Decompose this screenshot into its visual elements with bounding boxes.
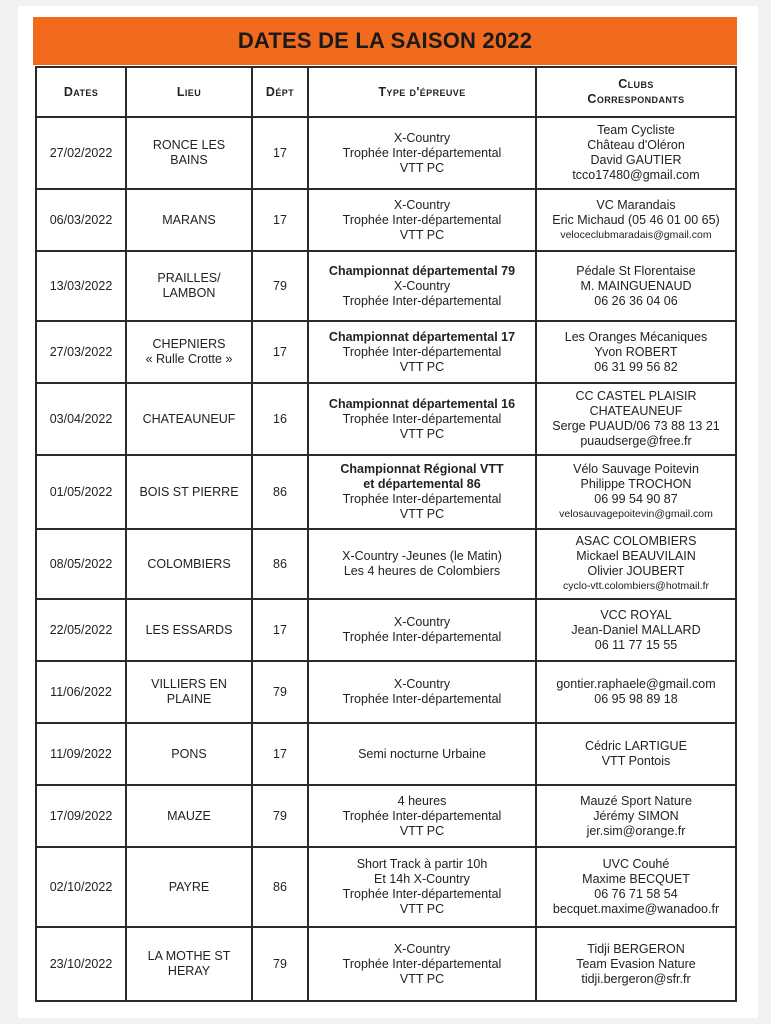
cell-type-epreuve [308,785,536,847]
cell-dept: 17 [252,723,308,785]
cell-dept: 79 [252,661,308,723]
cell-lieu [126,599,252,661]
cell-dept: 16 [252,383,308,455]
type-line: Trophée Inter-départemental [342,630,502,644]
cell-dept: 79 [252,927,308,1001]
club-line: Mickael BEAUVILAIN [576,549,696,563]
lieu-line: BAINS [170,153,208,167]
lieu-line: MAUZE [167,808,211,823]
type-line: Les 4 heures de Colombiers [343,564,501,578]
cell-dept: 79 [252,785,308,847]
type-line: Trophée Inter-départemental [342,344,502,359]
club-line: veloceclubmaradais@gmail.com [560,228,712,241]
lieu-line: PLAINE [166,692,212,706]
type-line: Trophée Inter-départemental [342,956,502,971]
type-line: et départemental 86 [363,477,481,491]
type-line: VTT PC [399,160,445,175]
cell-dept: 79 [252,251,308,321]
club-line: CHATEAUNEUF [589,404,683,418]
type-line: X-Country [393,615,451,629]
cell-type-epreuve [308,455,536,529]
club-line: 06 95 98 89 18 [594,692,678,706]
type-line: X-Country [393,677,451,691]
type-line: VTT PC [399,227,445,242]
club-line: Cédric LARTIGUE [585,739,687,753]
cell-type-epreuve [308,189,536,251]
cell-date: 02/10/2022 [36,847,126,927]
cell-clubs [536,927,736,1001]
type-line: Trophée Inter-départemental [342,692,502,706]
type-line: Trophée Inter-départemental [342,887,502,901]
table-body [36,117,736,1001]
club-line: Vélo Sauvage Poitevin [573,462,699,476]
cell-lieu [126,251,252,321]
cell-dept: 86 [252,847,308,927]
type-line: X-Country [393,278,451,293]
cell-dept: 86 [252,529,308,599]
header-clubs-line2: Correspondants [587,92,685,106]
type-line: Trophée Inter-départemental [342,411,502,426]
type-line: Semi nocturne Urbaine [358,746,486,761]
type-line: Trophée Inter-départemental [342,293,502,308]
lieu-line: LAMBON [162,286,216,300]
table-row [36,927,736,1001]
type-line: VTT PC [399,971,445,986]
cell-lieu [126,785,252,847]
header-type-epreuve: Type d'épreuve [308,67,536,117]
lieu-line: RONCE LES [152,138,226,152]
table-row [36,455,736,529]
cell-type-epreuve [308,383,536,455]
lieu-line: PAYRE [168,879,210,894]
type-line: X-Country [393,941,451,956]
lieu-line: VILLIERS EN [151,677,227,691]
cell-clubs [536,785,736,847]
cell-clubs [536,251,736,321]
club-line: 06 76 71 58 54 [594,887,678,901]
table-row [36,661,736,723]
table-row [36,383,736,455]
cell-dept: 86 [252,455,308,529]
cell-clubs [536,189,736,251]
club-line: becquet.maxime@wanadoo.fr [552,902,720,916]
club-line: VC Marandais [596,197,676,212]
club-line: puaudserge@free.fr [580,434,692,448]
cell-clubs [536,117,736,189]
header-dates: Dates [36,67,126,117]
cell-type-epreuve [308,847,536,927]
cell-lieu [126,529,252,599]
type-line: X-Country [393,130,451,145]
cell-lieu [126,383,252,455]
table-row [36,723,736,785]
type-line: Championnat départemental 17 [328,329,516,344]
cell-type-epreuve [308,599,536,661]
type-line: Championnat Régional VTT [340,462,504,476]
lieu-line: HERAY [167,964,211,978]
cell-clubs [536,661,736,723]
cell-dept: 17 [252,189,308,251]
table-row [36,321,736,383]
type-line: X-Country -Jeunes (le Matin) [342,549,502,563]
type-line: 4 heures [397,793,447,808]
cell-lieu [126,321,252,383]
page-title: DATES DE LA SAISON 2022 [33,17,737,65]
type-line: Short Track à partir 10h [356,857,488,871]
type-line: VTT PC [399,902,445,916]
cell-date: 23/10/2022 [36,927,126,1001]
cell-date: 17/09/2022 [36,785,126,847]
header-dept: Dépt [252,67,308,117]
type-line: Trophée Inter-départemental [342,212,502,227]
club-line: Team Cycliste [597,123,675,137]
club-line: VCC ROYAL [600,607,672,622]
cell-date: 03/04/2022 [36,383,126,455]
table-row [36,785,736,847]
lieu-line: LA MOTHE ST [147,949,231,963]
club-line: Tidji BERGERON [587,941,685,956]
type-line: VTT PC [399,426,445,441]
cell-date: 01/05/2022 [36,455,126,529]
cell-type-epreuve [308,927,536,1001]
club-line: gontier.raphaele@gmail.com [556,677,716,691]
club-line: jer.sim@orange.fr [586,823,686,838]
cell-lieu [126,847,252,927]
club-line: David GAUTIER [590,153,682,167]
type-line: VTT PC [399,507,445,521]
cell-lieu [126,455,252,529]
lieu-line: MARANS [162,212,216,227]
table-row [36,251,736,321]
club-line: 06 26 36 04 06 [594,293,678,308]
cell-lieu [126,661,252,723]
cell-type-epreuve [308,723,536,785]
cell-type-epreuve [308,117,536,189]
cell-lieu [126,117,252,189]
cell-lieu [126,927,252,1001]
lieu-line: PRAILLES/ [157,271,221,285]
type-line: Trophée Inter-départemental [342,808,502,823]
cell-clubs [536,321,736,383]
club-line: Philippe TROCHON [580,477,692,491]
lieu-line: CHATEAUNEUF [142,411,236,426]
club-line: cyclo-vtt.colombiers@hotmail.fr [562,580,710,592]
club-line: Yvon ROBERT [594,344,678,359]
club-line: Jean-Daniel MALLARD [571,622,701,637]
club-line: VTT Pontois [601,754,671,768]
header-clubs-line1: Clubs [618,77,654,91]
club-line: UVC Couhé [602,857,670,871]
club-line: Château d'Oléron [587,138,685,152]
type-line: X-Country [393,197,451,212]
lieu-line: PONS [171,746,207,761]
club-line: Olivier JOUBERT [587,564,685,578]
table-row [36,599,736,661]
table-row [36,117,736,189]
cell-clubs [536,599,736,661]
club-line: Mauzé Sport Nature [580,793,692,808]
club-line: Eric Michaud (05 46 01 00 65) [552,212,720,227]
club-line: 06 99 54 90 87 [594,492,678,506]
cell-date: 06/03/2022 [36,189,126,251]
cell-type-epreuve [308,321,536,383]
club-line: Maxime BECQUET [582,872,690,886]
type-line: VTT PC [399,823,445,838]
club-line: velosauvagepoitevin@gmail.com [559,508,713,520]
type-line: Trophée Inter-départemental [342,145,502,160]
club-line: Les Oranges Mécaniques [564,329,708,344]
club-line: 06 11 77 15 55 [594,637,678,652]
club-line: ASAC COLOMBIERS [575,534,697,548]
cell-date: 27/03/2022 [36,321,126,383]
lieu-line: LES ESSARDS [145,622,233,637]
cell-clubs [536,847,736,927]
cell-date: 27/02/2022 [36,117,126,189]
season-dates-table [35,66,737,1002]
type-line: VTT PC [399,359,445,374]
lieu-line: « Rulle Crotte » [145,352,233,366]
cell-dept: 17 [252,117,308,189]
lieu-line: CHEPNIERS [152,337,226,351]
lieu-line: COLOMBIERS [147,556,231,571]
type-line: Championnat départemental 16 [328,396,516,411]
table-row [36,529,736,599]
cell-dept: 17 [252,599,308,661]
cell-clubs [536,383,736,455]
club-line: M. MAINGUENAUD [580,278,692,293]
type-line: Championnat départemental 79 [328,263,516,278]
club-line: Jérémy SIMON [593,808,679,823]
club-line: Team Evasion Nature [576,956,696,971]
cell-type-epreuve [308,251,536,321]
cell-type-epreuve [308,661,536,723]
header-lieu: Lieu [126,67,252,117]
header-clubs [536,67,736,117]
cell-lieu [126,723,252,785]
club-line: Serge PUAUD/06 73 88 13 21 [552,419,720,433]
cell-date: 11/06/2022 [36,661,126,723]
table-row [36,189,736,251]
table-row [36,847,736,927]
club-line: tcco17480@gmail.com [572,168,700,182]
table-header-row [36,67,736,117]
cell-date: 08/05/2022 [36,529,126,599]
cell-lieu [126,189,252,251]
type-line: Trophée Inter-départemental [342,492,502,506]
cell-date: 13/03/2022 [36,251,126,321]
cell-clubs [536,529,736,599]
cell-date: 22/05/2022 [36,599,126,661]
club-line: Pédale St Florentaise [576,263,696,278]
cell-dept: 17 [252,321,308,383]
cell-clubs [536,455,736,529]
cell-type-epreuve [308,529,536,599]
type-line: Et 14h X-Country [374,872,470,886]
club-line: tidji.bergeron@sfr.fr [581,971,691,986]
lieu-line: BOIS ST PIERRE [139,484,239,499]
cell-date: 11/09/2022 [36,723,126,785]
cell-clubs [536,723,736,785]
club-line: 06 31 99 56 82 [594,359,678,374]
club-line: CC CASTEL PLAISIR [575,389,697,403]
